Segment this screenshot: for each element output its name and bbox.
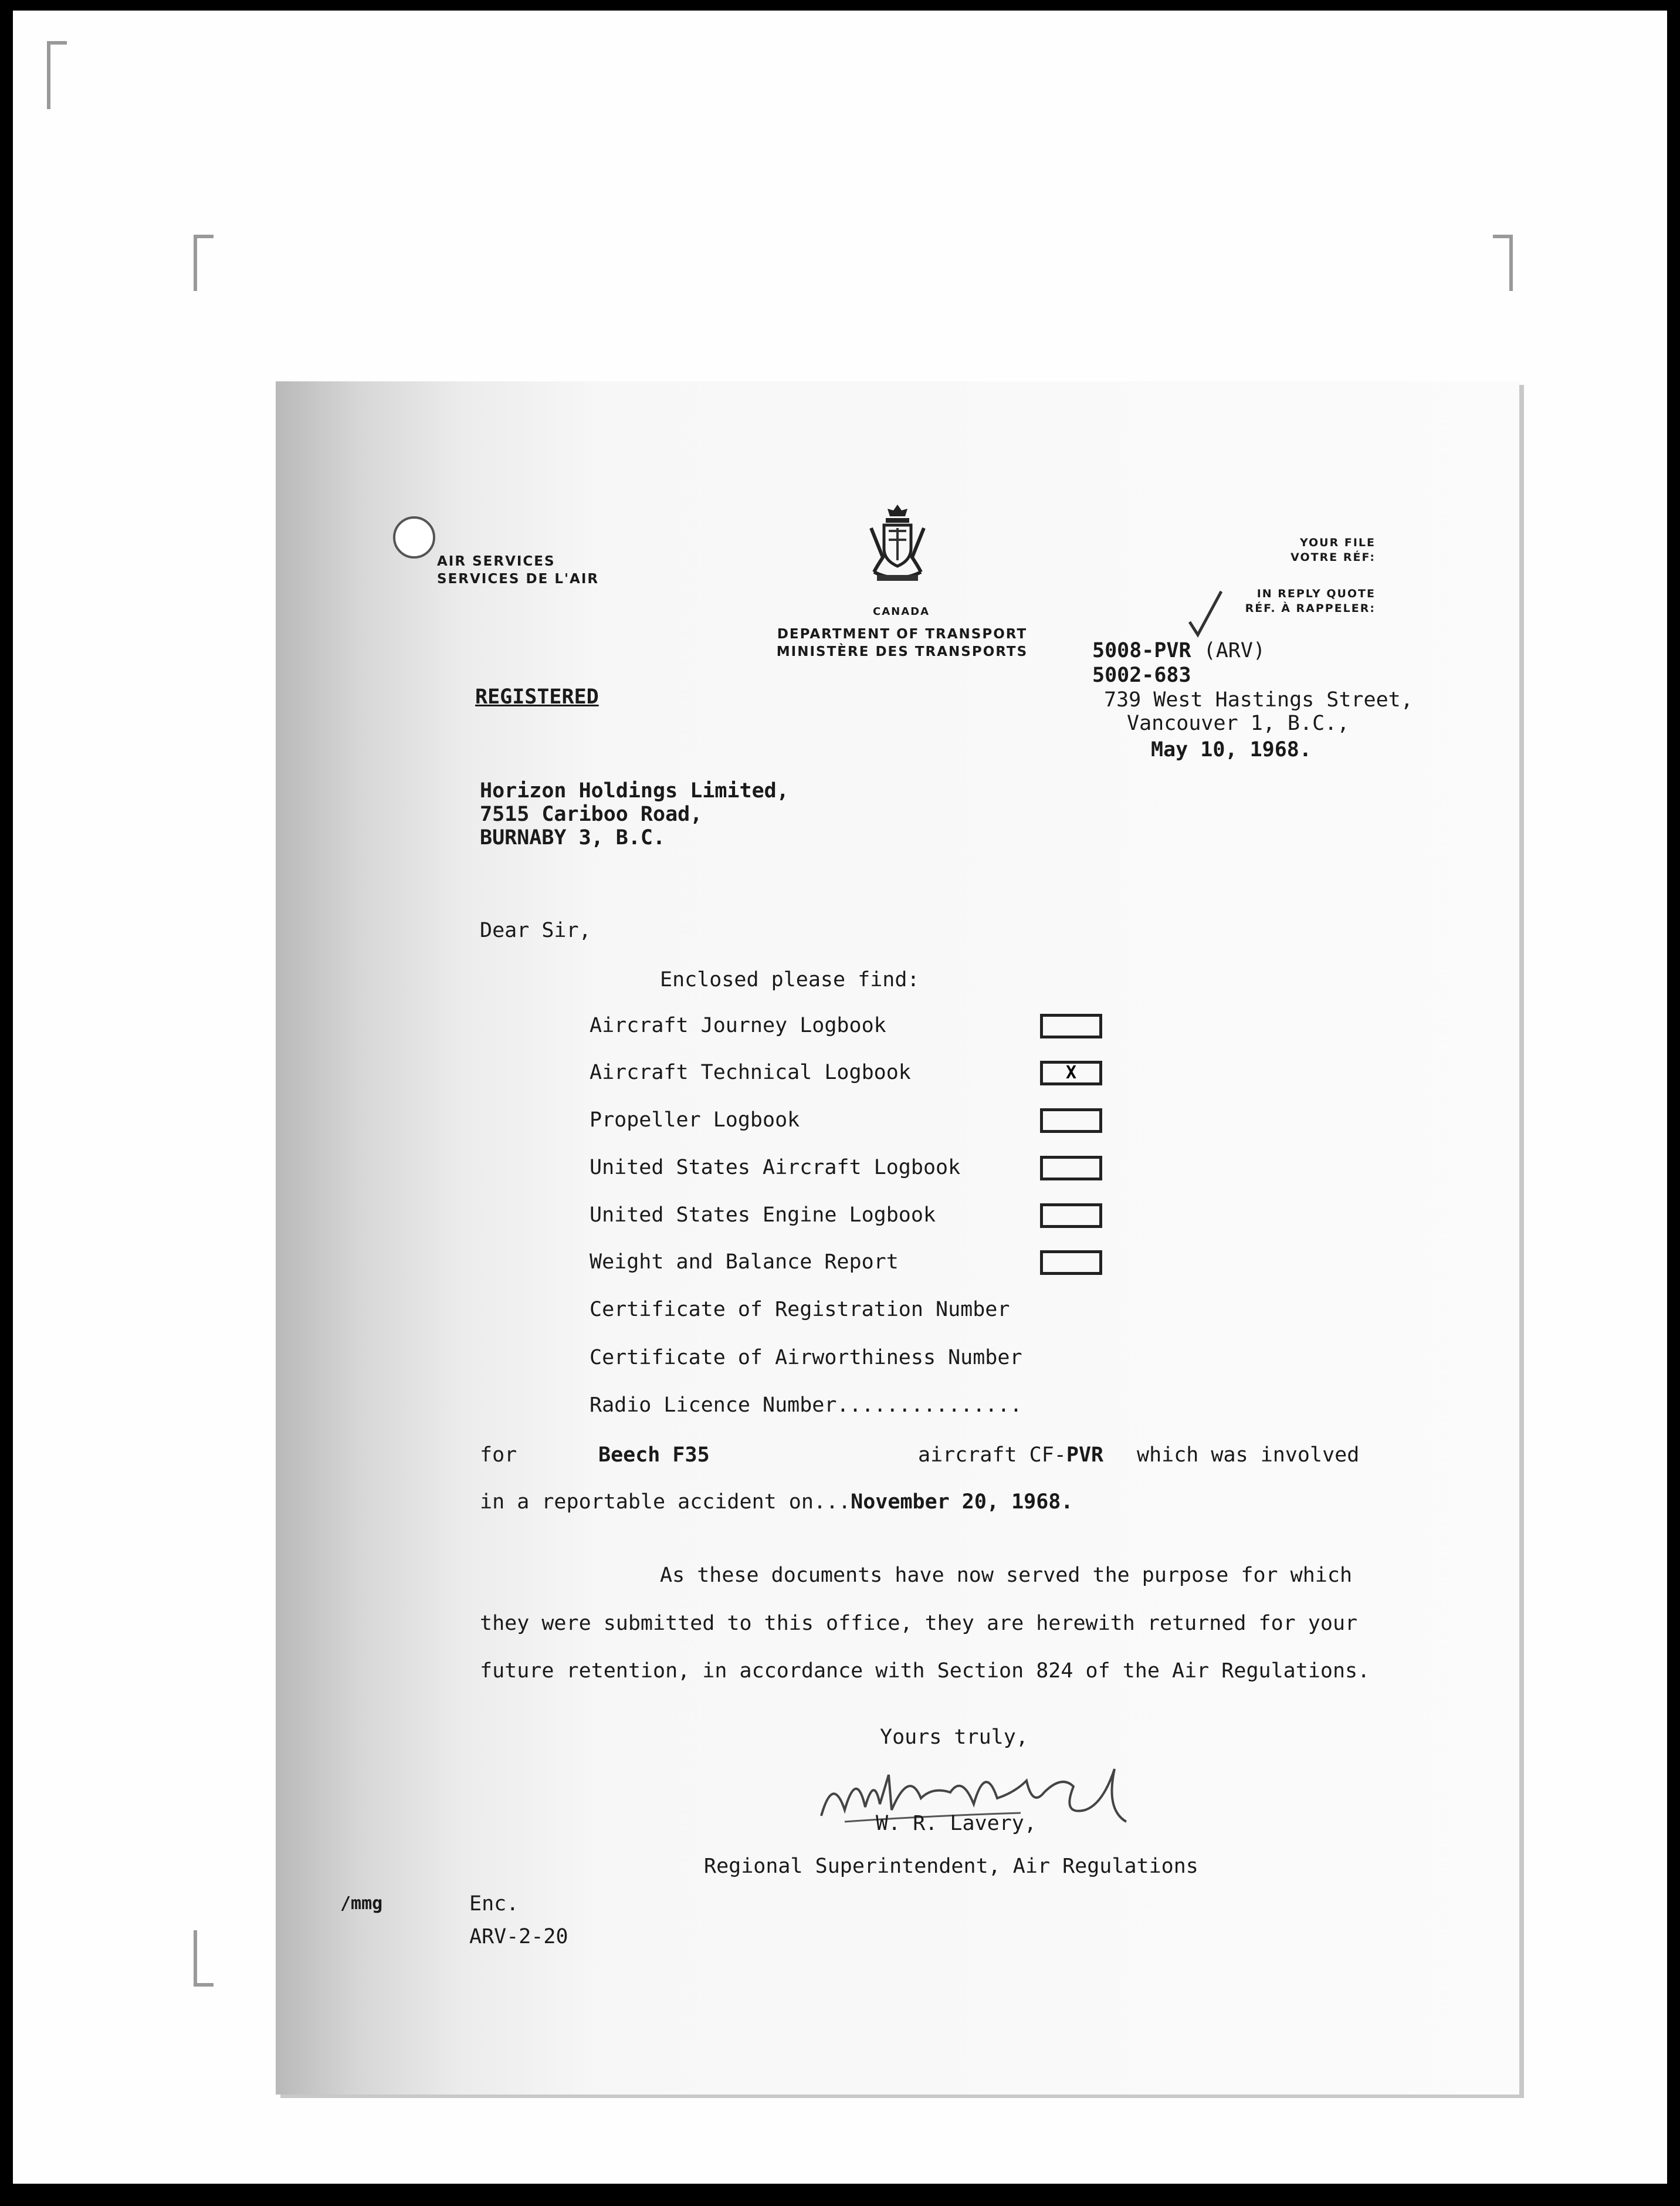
aircraft-prefix: aircraft CF- <box>918 1443 1066 1467</box>
department-heading <box>764 625 1040 661</box>
body-line: future retention, in accordance with Section 824 of the Air Regulations. <box>480 1659 1370 1683</box>
crop-mark <box>194 1930 214 1987</box>
file-reference <box>1092 637 1265 664</box>
checklist-checkbox <box>1040 1156 1102 1180</box>
checklist-checkbox <box>1040 1014 1102 1038</box>
enclosed-intro: Enclosed please find: <box>660 968 920 992</box>
checklist-item-label: United States Engine Logbook <box>590 1203 936 1227</box>
checkmark-icon <box>1185 587 1226 640</box>
letter-date: May 10, 1968. <box>1151 738 1312 762</box>
signatory-title: Regional Superintendent, Air Regulations <box>704 1855 1198 1878</box>
enclosure-label: Enc. <box>469 1892 519 1916</box>
accident-prefix: in a reportable accident on... <box>480 1490 851 1514</box>
registered-mark: REGISTERED <box>475 685 599 709</box>
punch-hole <box>393 516 435 559</box>
file-number-1: 5008-PVR <box>1092 639 1191 662</box>
aircraft-model: Beech F35 <box>598 1443 710 1467</box>
department-en: DEPARTMENT OF TRANSPORT <box>777 627 1028 642</box>
checklist-checkbox <box>1040 1250 1102 1275</box>
reply-quote-fr: RÉF. À RAPPELER: <box>1245 602 1376 615</box>
crop-mark <box>47 41 67 109</box>
checklist-checkbox: X <box>1040 1061 1102 1085</box>
for-label: for <box>480 1443 517 1467</box>
country-label: CANADA <box>873 605 930 618</box>
crop-mark <box>194 235 214 291</box>
air-services-en: AIR SERVICES <box>437 554 556 569</box>
accident-date: November 20, 1968. <box>851 1490 1073 1514</box>
other-item: Certificate of Registration Number <box>590 1298 1010 1321</box>
typist-initials: /mmg <box>340 1893 383 1914</box>
signatory-name: W. R. Lavery, <box>876 1812 1037 1835</box>
checklist-item-label: Aircraft Journey Logbook <box>590 1014 886 1037</box>
aircraft-line <box>918 1442 1103 1469</box>
file-number-2: 5002-683 <box>1092 664 1191 687</box>
accident-line <box>480 1488 1073 1515</box>
file-number-suffix: (ARV) <box>1203 639 1266 662</box>
recipient-street: 7515 Cariboo Road, <box>480 803 703 826</box>
crop-mark <box>1493 235 1513 291</box>
coat-of-arms-icon <box>865 502 930 601</box>
recipient-city: BURNABY 3, B.C. <box>480 826 666 850</box>
checklist-checkbox <box>1040 1108 1102 1133</box>
other-item: Radio Licence Number............... <box>590 1393 1022 1417</box>
involved-label: which was involved <box>1137 1443 1360 1467</box>
aircraft-registration: PVR <box>1066 1443 1104 1467</box>
checklist-item-label: Aircraft Technical Logbook <box>590 1061 911 1084</box>
salutation: Dear Sir, <box>480 919 591 942</box>
department-fr: MINISTÈRE DES TRANSPORTS <box>776 644 1028 659</box>
checklist-checkbox <box>1040 1203 1102 1228</box>
other-item: Certificate of Airworthiness Number <box>590 1346 1022 1369</box>
your-file-en: YOUR FILE <box>1299 536 1376 549</box>
air-services-fr: SERVICES DE L'AIR <box>437 571 599 587</box>
checklist-item-label: Weight and Balance Report <box>590 1250 899 1274</box>
body-line: As these documents have now served the purpose for which <box>660 1564 1353 1587</box>
air-services-heading <box>437 553 599 588</box>
checklist-item-label: Propeller Logbook <box>590 1108 800 1132</box>
body-line: they were submitted to this office, they are herewith returned for your <box>480 1612 1358 1635</box>
your-file-fr: VOTRE RÉF: <box>1291 551 1376 564</box>
reply-quote-en: IN REPLY QUOTE <box>1256 587 1376 600</box>
recipient-name: Horizon Holdings Limited, <box>480 779 789 803</box>
sender-city: Vancouver 1, B.C., <box>1127 712 1350 735</box>
form-code: ARV-2-20 <box>469 1925 568 1948</box>
sender-street: 739 West Hastings Street, <box>1104 688 1413 712</box>
closing: Yours truly, <box>880 1725 1028 1749</box>
your-file-label <box>1208 536 1376 565</box>
checklist-item-label: United States Aircraft Logbook <box>590 1156 961 1179</box>
